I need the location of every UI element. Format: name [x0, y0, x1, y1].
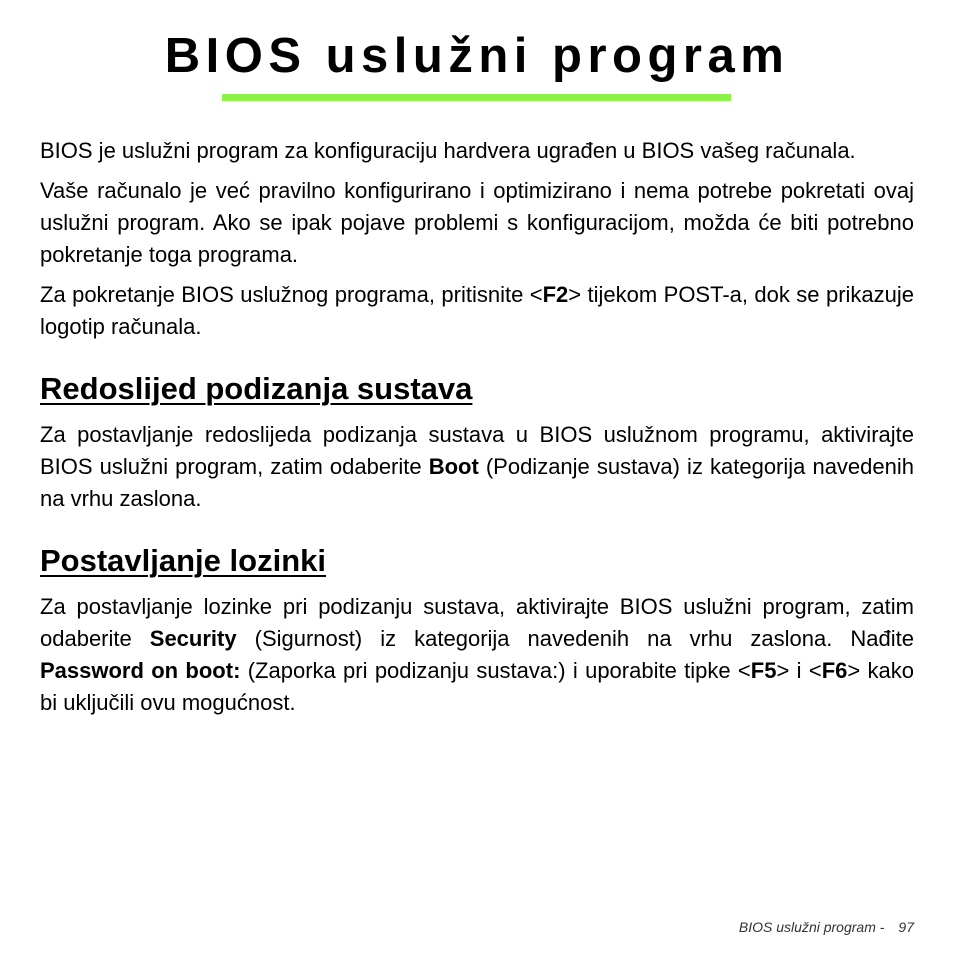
password-text-2: (Sigurnost) iz kategorija navedenih na vrhu zaslona. Nađite: [236, 626, 914, 651]
password-text-5: > kako bi uključili ovu mogućnost.: [40, 658, 915, 715]
page-number: 97: [898, 919, 914, 935]
key-f6: F6: [821, 658, 848, 683]
password-text-4: > i <: [776, 658, 822, 683]
boot-text-after: (Podizanje sustava) iz kategorija navedenih na vrhu zaslona.: [40, 454, 914, 511]
intro-paragraph-1: BIOS je uslužni program za konfiguraciju hardvera ugrađen u BIOS vašeg računala.: [40, 138, 856, 163]
password-paragraph: [40, 591, 914, 719]
boot-order-paragraph: [40, 419, 914, 515]
security-menu-term: Security: [149, 626, 237, 651]
page-title: BIOS uslužni program: [164, 29, 790, 83]
boot-menu-term: Boot: [428, 454, 479, 479]
intro-paragraph-3: [40, 279, 914, 343]
page-footer: [739, 918, 914, 936]
boot-order-heading: Redoslijed podizanja sustava: [40, 371, 473, 406]
password-text-3: (Zaporka pri podizanju sustava:) i uporabite tipke <: [240, 658, 751, 683]
intro-p3-text-before: Za pokretanje BIOS uslužnog programa, pritisnite <: [40, 282, 543, 307]
title-accent-bar: [222, 94, 731, 101]
footer-label: BIOS uslužni program -: [738, 919, 885, 935]
main-content: [40, 135, 914, 727]
key-f2: F2: [542, 282, 569, 307]
intro-p3-text-after: > tijekom POST-a, dok se prikazuje logotip računala.: [40, 282, 915, 339]
password-text-1: Za postavljanje lozinke pri podizanju sustava, aktivirajte BIOS uslužni program, zatim odaberite: [40, 594, 914, 651]
password-heading: Postavljanje lozinki: [40, 543, 326, 578]
key-f5: F5: [750, 658, 777, 683]
password-on-boot-term: Password on boot:: [40, 658, 241, 683]
intro-paragraph-2: Vaše računalo je već pravilno konfigurirano i optimizirano i nema potrebe pokretati ovaj uslužni program. Ako se ipak pojave problemi s konfiguracijom, možda će biti potrebno pokretanje toga programa.: [40, 178, 914, 267]
boot-text-before: Za postavljanje redoslijeda podizanja sustava u BIOS uslužnom programu, aktivirajte BIOS uslužni program, zatim odaberite: [40, 422, 914, 479]
